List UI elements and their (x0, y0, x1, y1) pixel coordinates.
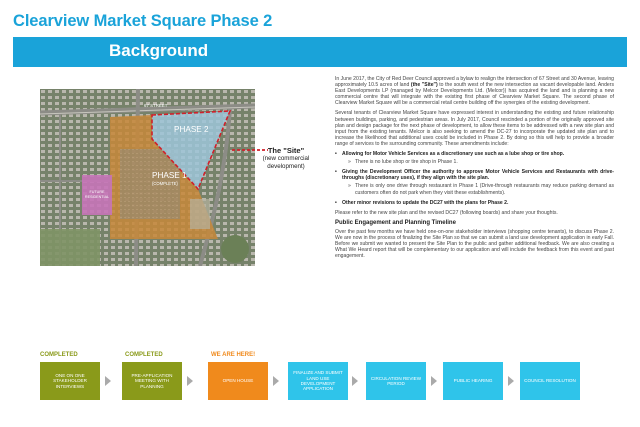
stage-open-house: OPEN HOUSE (208, 362, 268, 400)
timeline-arrow (273, 376, 279, 386)
paragraph-intro: In June 2017, the City of Red Deer Council approved a bylaw to realign the intersection of 67 Street and 30 Avenue, leaving approximately 10.5 acres of land (the "Site") to the south west of the new intersection as vacant developable land. Anders East Developments LP (managed by Melcor Developments Ltd. (Melcor)) has acquired the land and is planning a new commercial centre that will integrate with the existing first phase of Clearview Market Square. The second phase of Clearview Market Square will be a commercial retail centre building off the synergies of the existing development. (335, 76, 614, 107)
bullet-motor-vehicle: • Allowing for Motor Vehicle Services as a discretionary use such as a lube shop or tire shop. (335, 151, 614, 157)
background-text (335, 76, 614, 263)
sub-bullet-drive-through: » There is only one drive through restaurant in Phase 1 (Drive-through restaurants may reduce parking demand as customers often do not park when they visit these establishments). (335, 183, 614, 195)
phase1-label: PHASE 1 (152, 171, 187, 180)
section-title: Background (109, 41, 209, 60)
street-label: 67 STREET (144, 103, 168, 108)
phase1-status: (COMPLETE) (152, 181, 178, 186)
paragraph-tenants: Several tenants of Clearview Market Square have expressed interest in understanding the existing and future relationship between buildings, parking, and pedestrian areas. In July 2017, Council rescinded a portion of the originally approved site plan and design package for the next phase of development, to allow these items to be addressed with a new site plan and input from the existing tenants. Melcor is also seeking to amend the DC-27 to incorporate the updated site plan and to increase the likelihood that additional uses could be included in Phase 2. By doing so this will help to provide a broader range of services to the surrounding community. These amendments include: (335, 110, 614, 147)
timeline-arrow (352, 376, 358, 386)
future-residential-label: FUTURE RESIDENTIAL (84, 190, 110, 199)
status-completed-2: COMPLETED (125, 352, 163, 358)
timeline-arrow (508, 376, 514, 386)
status-current: WE ARE HERE! (211, 352, 256, 358)
phase2-label: PHASE 2 (174, 125, 209, 134)
paragraph-share-thoughts: Please refer to the new site plan and the revised DC27 (following boards) and share your thoughts. (335, 209, 558, 216)
page-title: Clearview Market Square Phase 2 (13, 12, 273, 30)
paragraph-engagement: Over the past few months we have held one-on-one stakeholder interviews (shopping centre tenants), to discuss Phase 2. We are now in the process of finalizing the Site Plan so that we can submit a land use development application in early Fall. Before we submit we wanted to present the Site Plan to the public and gather additional feedback. We are also creating a What We Heard report that will be complementary to our application and will include the feedback from this event and past engagement. (335, 228, 614, 260)
stage-public-hearing: PUBLIC HEARING (443, 362, 503, 400)
engagement-heading: Public Engagement and Planning Timeline (335, 219, 456, 226)
status-completed-1: COMPLETED (40, 352, 78, 358)
sub-bullet-lube: » There is no lube shop or tire shop in Phase 1. (335, 159, 614, 165)
timeline-arrow (105, 376, 111, 386)
stage-pre-application: PRE-APPLICATION MEETING WITH PLANNING (122, 362, 182, 400)
timeline-arrow (431, 376, 437, 386)
site-callout-title: The "Site" (267, 146, 305, 155)
stage-stakeholder-interviews: ONE ON ONE STAKEHOLDER INTERVIEWS (40, 362, 100, 400)
stage-submit-application: FINALIZE AND SUBMIT LAND USE DEVELOPMENT APPLICATION (288, 362, 348, 400)
aerial-map (40, 89, 255, 266)
site-callout-desc: (new commercial development) (262, 155, 310, 170)
stage-council-resolution: COUNCIL RESOLUTION (520, 362, 580, 400)
stage-circulation-review: CIRCULATION REVIEW PERIOD (366, 362, 426, 400)
bullet-drive-through: • Giving the Development Officer the authority to approve Motor Vehicle Services and Restaurants with drive-throughs (discretionary uses), if they align with the site plan. (335, 169, 614, 181)
section-banner (13, 37, 627, 67)
site-callout (255, 147, 317, 170)
timeline-arrow (187, 376, 193, 386)
bullet-minor-revisions: • Other minor revisions to update the DC27 with the plans for Phase 2. (335, 200, 614, 206)
aerial-map-graphic (40, 89, 255, 266)
